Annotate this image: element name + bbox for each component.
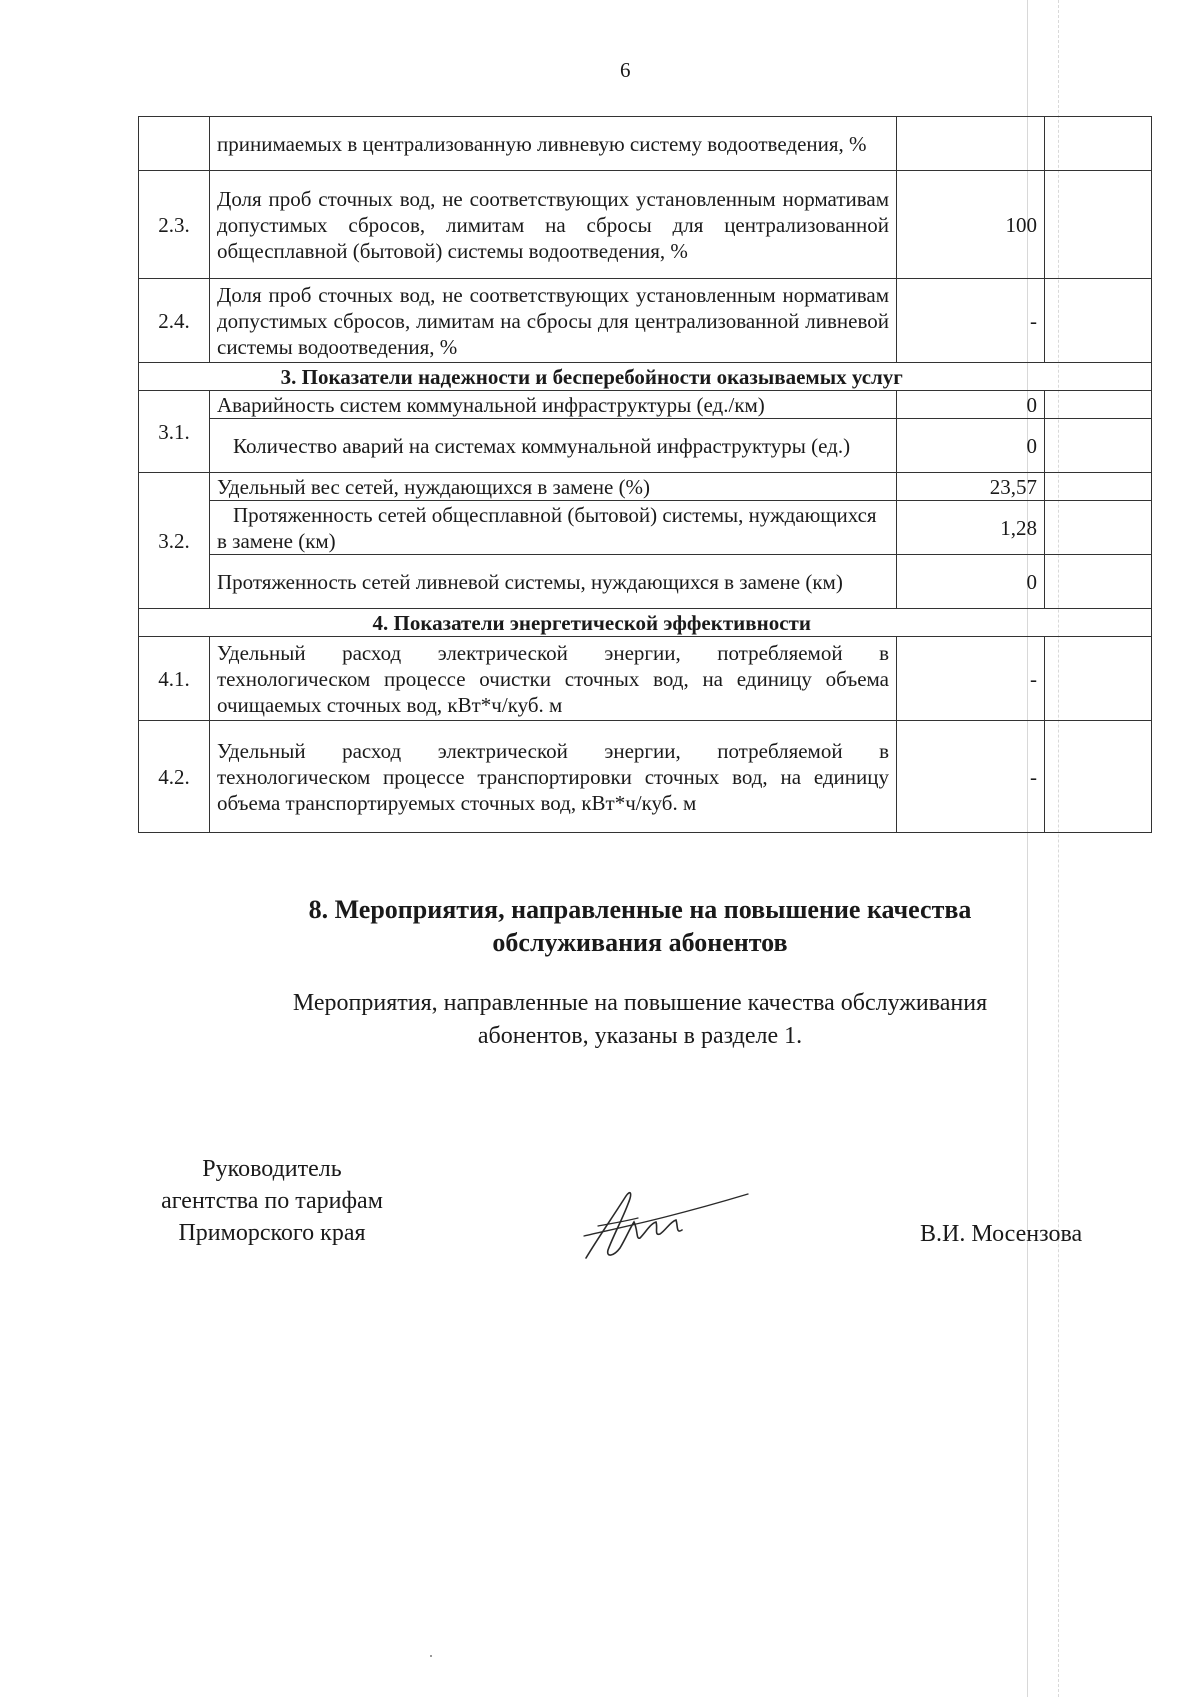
empty-cell <box>1045 279 1152 363</box>
page-number: 6 <box>620 58 631 82</box>
handwritten-signature <box>578 1178 758 1268</box>
row-value: 23,57 <box>897 473 1045 501</box>
row-description: принимаемых в централизованную ливневую систему водоотведения, % <box>210 117 897 171</box>
signer-position <box>132 1153 412 1249</box>
empty-cell <box>1045 363 1152 391</box>
empty-cell <box>1045 473 1152 501</box>
table-row <box>139 391 1152 419</box>
row-value: 100 <box>897 171 1045 279</box>
table-row <box>139 501 1152 555</box>
section-8-title <box>140 893 1140 959</box>
signer-position-line: Приморского края <box>178 1220 366 1246</box>
empty-cell <box>1045 419 1152 473</box>
table-row <box>139 279 1152 363</box>
section-8-text-line: Мероприятия, направленные на повышение качества обслуживания <box>292 990 988 1016</box>
empty-cell <box>1045 637 1152 721</box>
row-value: - <box>897 637 1045 721</box>
section-8-text-line: абонентов, указаны в разделе 1. <box>477 1023 803 1049</box>
empty-cell <box>1045 391 1152 419</box>
row-number: 4.2. <box>139 721 210 833</box>
table-row <box>139 555 1152 609</box>
row-description: Аварийность систем коммунальной инфраструктуры (ед./км) <box>210 391 897 419</box>
row-number <box>139 117 210 171</box>
section-header-row <box>139 609 1152 637</box>
row-description: Количество аварий на системах коммунальной инфраструктуры (ед.) <box>210 419 897 473</box>
section-3-title: 3. Показатели надежности и бесперебойности оказываемых услуг <box>139 363 1045 391</box>
empty-cell <box>1045 555 1152 609</box>
row-value: 0 <box>897 391 1045 419</box>
row-value: - <box>897 279 1045 363</box>
section-8-text <box>140 987 1140 1053</box>
row-description: Доля проб сточных вод, не соответствующих установленным нормативам допустимых сбросов, лимитам на сбросы для централизованной ливневой системы водоотведения, % <box>210 279 897 363</box>
empty-cell <box>1045 501 1152 555</box>
table-row <box>139 637 1152 721</box>
empty-cell <box>1045 171 1152 279</box>
table-row <box>139 721 1152 833</box>
section-8-title-line: обслуживания абонентов <box>492 928 788 957</box>
empty-cell <box>1045 721 1152 833</box>
row-description: Доля проб сточных вод, не соответствующих установленным нормативам допустимых сбросов, лимитам на сбросы для централизованной общесплавной (бытовой) системы водоотведения, % <box>210 171 897 279</box>
table-row <box>139 117 1152 171</box>
empty-cell <box>1045 609 1152 637</box>
row-description: Протяженность сетей общесплавной (бытовой) системы, нуждающихся в замене (км) <box>210 501 897 555</box>
row-description: Удельный вес сетей, нуждающихся в замене (%) <box>210 473 897 501</box>
row-number: 2.4. <box>139 279 210 363</box>
empty-cell <box>1045 117 1152 171</box>
row-value: 1,28 <box>897 501 1045 555</box>
row-value: - <box>897 721 1045 833</box>
row-value: 0 <box>897 555 1045 609</box>
signer-position-line: агентства по тарифам <box>161 1188 383 1214</box>
section-header-row <box>139 363 1152 391</box>
signer-position-line: Руководитель <box>202 1156 342 1182</box>
row-number: 2.3. <box>139 171 210 279</box>
table-row <box>139 473 1152 501</box>
scan-speck <box>430 1655 432 1657</box>
indicators-table <box>138 116 1152 833</box>
row-number: 3.1. <box>139 391 210 473</box>
section-4-title: 4. Показатели энергетической эффективности <box>139 609 1045 637</box>
table-row <box>139 419 1152 473</box>
row-number: 3.2. <box>139 473 210 609</box>
section-8-title-line: 8. Мероприятия, направленные на повышение качества <box>308 895 972 924</box>
row-value: 0 <box>897 419 1045 473</box>
signer-name: В.И. Мосензова <box>920 1221 1083 1247</box>
row-description: Удельный расход электрической энергии, потребляемой в технологическом процессе транспортировки сточных вод, на единицу объема транспортируемых сточных вод, кВт*ч/куб. м <box>210 721 897 833</box>
table-row <box>139 171 1152 279</box>
row-number: 4.1. <box>139 637 210 721</box>
row-description: Протяженность сетей ливневой системы, нуждающихся в замене (км) <box>210 555 897 609</box>
row-description: Удельный расход электрической энергии, потребляемой в технологическом процессе очистки сточных вод, на единицу объема очищаемых сточных вод, кВт*ч/куб. м <box>210 637 897 721</box>
row-value <box>897 117 1045 171</box>
